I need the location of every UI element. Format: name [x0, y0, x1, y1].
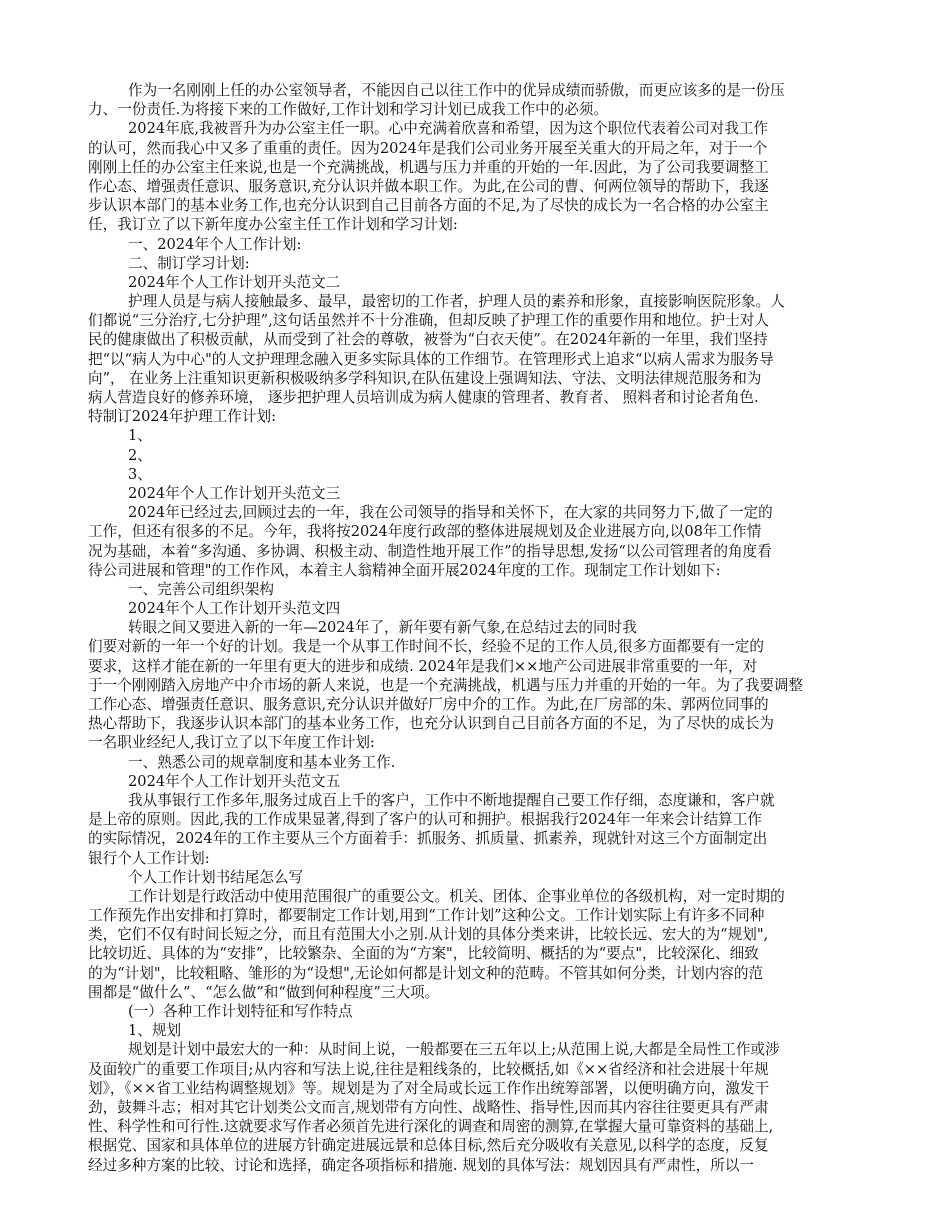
text-line: 经过多种方案的比较、讨论和选择，确定各项指标和措施. 规划的具体写法：规划因具有严肃性，所以一	[88, 1156, 755, 1174]
text-line: 任，我订立了以下新年度办公室主任工作计划和学习计划:	[88, 216, 458, 234]
text-line: 是上帝的原则。因此,我的工作成果显著,得到了客户的认可和拥护。根据我行2024年一年来会计结算工作	[88, 811, 762, 829]
text-line: 比较切近、具体的为“安排”，比较繁杂、全面的为“方案"，比较简明、概括的为“要点"，比较深化、细致	[88, 945, 759, 963]
text-line: 2024年个人工作计划开头范文五	[128, 772, 341, 790]
text-line: 步认识本部门的基本业务工作,也充分认识到自己目前各方面的不足,为了尽快的成长为一名合格的办公室主	[88, 197, 769, 215]
text-line: 2024年已经过去,回顾过去的一年，我在公司领导的指导和关怀下，在大家的共同努力下,做了一定的	[128, 504, 773, 522]
text-line: 要求，这样才能在新的一年里有更大的进步和成绩. 2024年是我们××地产公司进展非常重要的一年，对	[88, 657, 758, 675]
text-line: 作心态、增强责任意识、服务意识,充分认识并做本职工作。为此,在公司的曹、何两位领导的帮助下，我逐	[88, 177, 769, 195]
text-line: 劲，鼓舞斗志；相对其它计划类公文而言,规划带有方向性、战略性、指导性,因而其内容往往要更具有严肃	[88, 1098, 769, 1116]
text-line: 划》，《××省工业结构调整规划》等。规划是为了对全局或长远工作作出统筹部署，以便明确方向，激发干	[88, 1079, 770, 1097]
text-line: 根据党、国家和具体单位的进展方针确定进展远景和总体目标,然后充分吸收有关意见,以科学的态度，反复	[88, 1137, 769, 1155]
text-line: 个人工作计划书结尾怎么写	[128, 868, 304, 886]
text-line: 2024年底,我被晋升为办公室主任一职。心中充满着欣喜和希望，因为这个职位代表着公司对我工作	[128, 120, 769, 138]
text-line: 病人营造良好的修养环境， 逐步把护理人员培训成为病人健康的管理者、教育者、 照料者和讨论者角色.	[88, 389, 759, 406]
text-line: 把“以“病人为中心"的人文护理理念融入更多实际具体的工作细节。在管理形式上追求“以病人需求为服务导	[88, 350, 774, 368]
text-line: 工作，但还有很多的不足。今年，我将按2024年度行政部的整体进展规划及企业进展方向,以08年工作情	[88, 523, 762, 541]
text-line: 的实际情况，2024年的工作主要从三个方面着手：抓服务、抓质量、抓素养，现就针对这三个方面制定出	[88, 830, 768, 848]
text-line: 们都说“三分治疗,七分护理”,这句话虽然并不十分准确，但却反映了护理工作的重要作用和地位。护士对人	[88, 312, 769, 330]
text-line: 围都是“做什么”、“怎么做”和“做到何种程度”三大项。	[88, 983, 440, 1001]
text-line: 于一个刚刚踏入房地产中介市场的新人来说，也是一个充满挑战，机遇与压力并重的开始的一年。为了我要调整	[88, 676, 804, 694]
text-line: 一、2024年个人工作计划:	[128, 235, 302, 253]
text-line: 况为基础，本着“多沟通、多协调、积极主动、制造性地开展工作”的指导思想,发扬“以公司管理者的角度看	[88, 542, 772, 560]
text-line: 及面较广的重要工作项目;从内容和写法上说,往往是粗线条的，比较概括,如《××省经济和社会进展十年规	[88, 1060, 769, 1078]
text-line: 1、	[128, 427, 152, 445]
text-line: 规划是计划中最宏大的一种：从时间上说，一般都要在三五年以上;从范围上说,大都是全局性工作或涉	[128, 1041, 780, 1059]
text-line: 护理人员是与病人接触最多、最早，最密切的工作者，护理人员的素养和形象，直接影响医院形象。人	[128, 293, 785, 311]
text-line: 一、完善公司组织架构	[128, 580, 274, 598]
text-line: 刚刚上任的办公室主任来说,也是一个充满挑战，机遇与压力并重的开始的一年.因此，为了公司我要调整工	[88, 158, 769, 176]
text-line: 一名职业经纪人,我订立了以下年度工作计划:	[88, 734, 375, 752]
text-line: 一、熟悉公司的规章制度和基本业务工作.	[128, 753, 396, 771]
text-line: 特制订2024年护理工作计划:	[88, 408, 276, 426]
text-line: 类，它们不仅有时间长短之分，而且有范围大小之别.从计划的具体分类来讲，比较长远、宏大的为“规划",	[88, 926, 769, 944]
text-line: 的为“计划"，比较粗略、雏形的为“设想",无论如何都是计划文种的范畴。不管其如何分类，计划内容的范	[88, 964, 764, 982]
text-line: 2024年个人工作计划开头范文四	[128, 600, 341, 618]
text-line: 工作预先作出安排和打算时，都要制定工作计划,用到“工作计划”这种公文。工作计划实际上有许多不同种	[88, 907, 765, 925]
text-line: 银行个人工作计划:	[88, 849, 210, 867]
text-line: 作为一名刚刚上任的办公室领导者，不能因自己以往工作中的优异成绩而骄傲，而更应该多的是一份压	[128, 82, 785, 99]
text-line: 民的健康做出了积极贡献，从而受到了社会的尊敬，被誉为“白衣天使”。在2024年新的一年里，我们坚持	[88, 331, 768, 349]
text-line: 2024年个人工作计划开头范文三	[128, 484, 341, 502]
text-line: 工作心态、增强责任意识、服务意识,充分认识并做好厂房中介的工作。为此,在厂房部的朱、郭两位同事的	[88, 696, 769, 713]
text-line: 2024年个人工作计划开头范文二	[128, 273, 341, 291]
text-line: (一）各种工作计划特征和写作特点	[128, 1003, 353, 1020]
text-line: 们要对新的一年一个好的计划。我是一个从事工作时间不长，经验不足的工作人员,很多方面都要有一定的	[88, 638, 764, 656]
text-line: 2、	[128, 446, 152, 464]
text-line: 工作计划是行政活动中使用范围很广的重要公文。机关、团体、企事业单位的各级机构，对一定时期的	[128, 887, 785, 905]
text-line: 1、规划	[128, 1022, 182, 1040]
text-line: 转眼之间又要进入新的一年—2024年了，新年要有新气象,在总结过去的同时我	[128, 619, 637, 637]
text-line: 性、科学性和可行性.这就要求写作者必须首先进行深化的调查和周密的测算,在掌握大量可靠资料的基础上,	[88, 1118, 774, 1136]
text-line: 待公司进展和管理"的工作作风，本着主人翁精神全面开展2024年度的工作。现制定工作计划如下:	[88, 561, 721, 579]
text-line: 我从事银行工作多年,服务过成百上千的客户，工作中不断地提醒自己要工作仔细，态度谦和，客户就	[128, 791, 775, 809]
text-line: 力、一份责任.为将接下来的工作做好,工作计划和学习计划已成我工作中的必须。	[88, 101, 609, 119]
text-line: 热心帮助下，我逐步认识本部门的基本业务工作，也充分认识到自己目前各方面的不足，为了尽快的成长为	[88, 715, 774, 733]
text-line: 的认可，然而我心中又多了重重的责任。因为2024年是我们公司业务开展至关重大的开局之年，对于一个	[88, 139, 768, 157]
text-line: 向”， 在业务上注重知识更新积极吸纳多学科知识,在队伍建设上强调知法、守法、文明法律规范服务和为	[88, 369, 762, 387]
text-line: 二、制订学习计划:	[128, 254, 250, 272]
text-line: 3、	[128, 465, 152, 483]
